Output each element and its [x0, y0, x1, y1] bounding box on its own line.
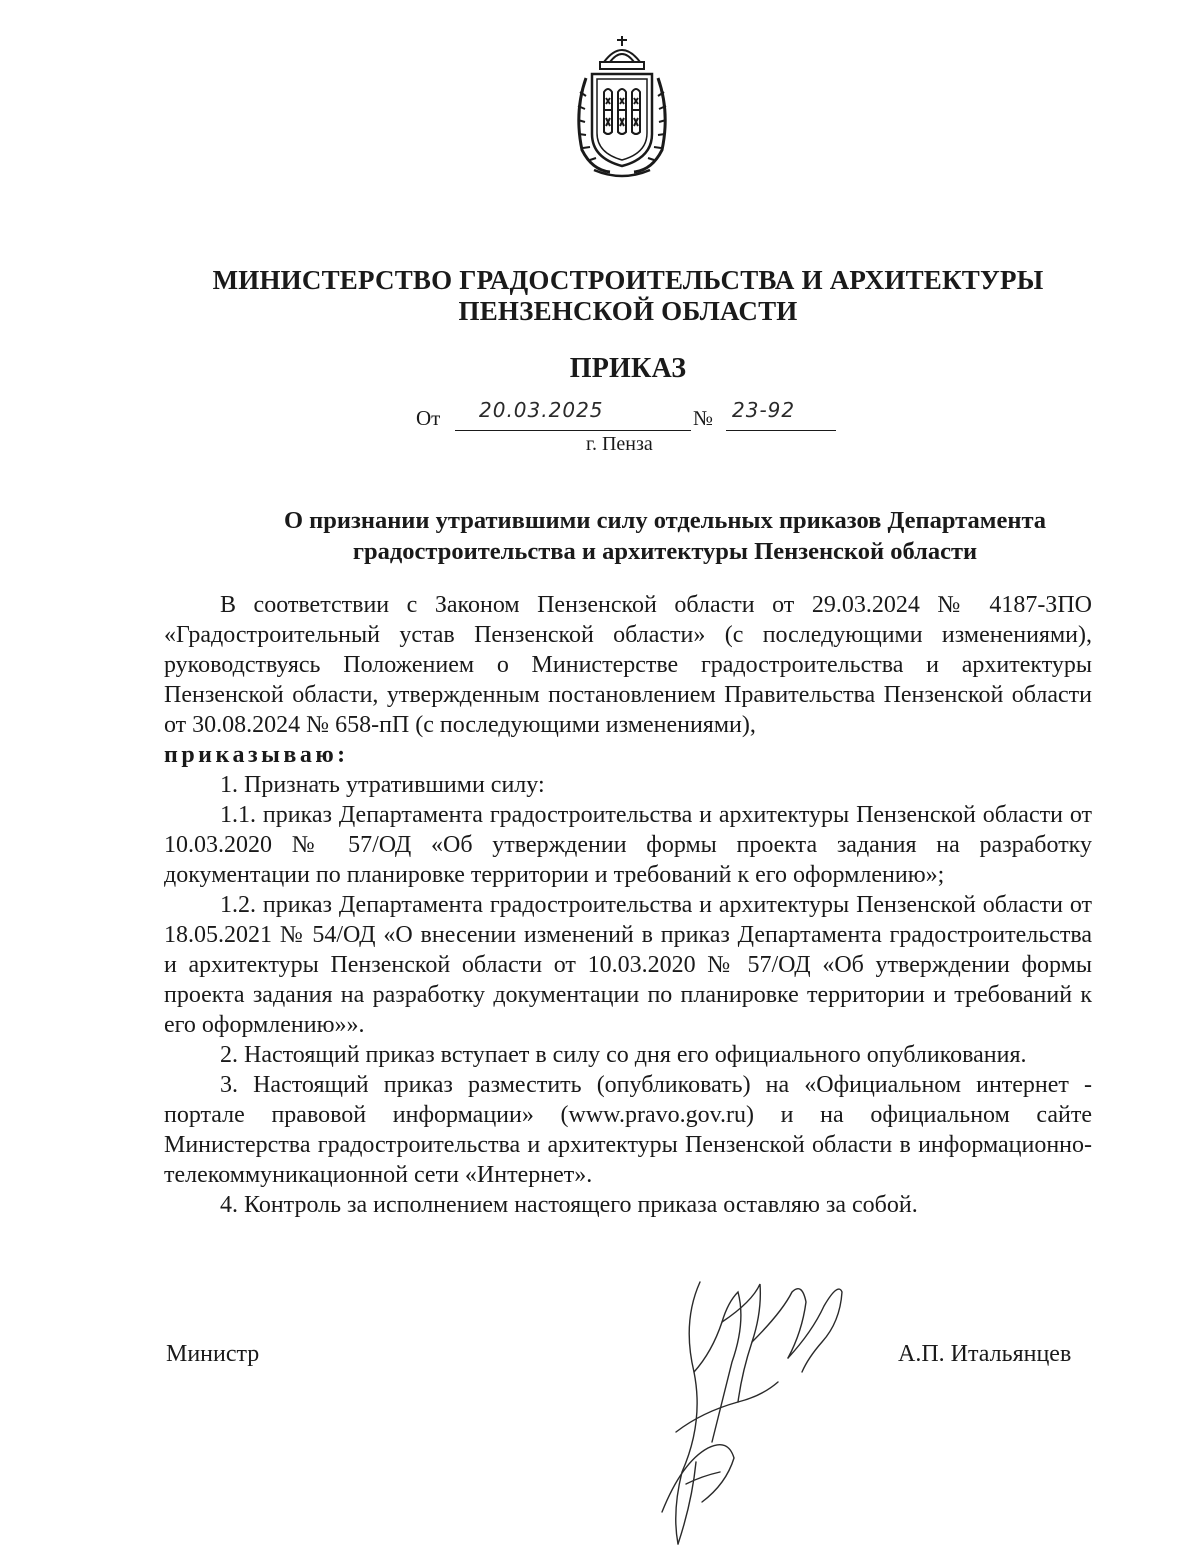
date-value: 20.03.2025 [479, 398, 604, 422]
penza-coat-of-arms-icon [566, 32, 678, 180]
document-title [160, 505, 1170, 567]
city: г. Пенза [586, 433, 653, 455]
document-type: ПРИКАЗ [569, 353, 687, 384]
item-1: 1. Признать утратившими силу: [220, 772, 545, 798]
signatory-position: Министр [166, 1341, 260, 1367]
order-colon: : [337, 742, 346, 768]
number-label: № [693, 406, 714, 430]
ministry-heading-line1: МИНИСТЕРСТВО ГРАДОСТРОИТЕЛЬСТВА И АРХИТЕКТУРЫ [212, 265, 1044, 295]
number-value: 23-92 [732, 398, 796, 422]
item-1-2: 1.2. приказ Департамента градостроительства и архитектуры Пензенской области от 18.05.2021 № 54/ОД «О внесении изменений в приказ Департамента градостроительства и архитектуры Пензенской области от 10.03.2020 № 57/ОД «Об утверждении формы проекта задания на разработку документации по планировке территории и требований к его оформлению»». [164, 892, 1092, 1038]
order-word: приказываю [164, 742, 338, 768]
document-body [164, 590, 1092, 1220]
item-3: 3. Настоящий приказ разместить (опубликовать) на «Официальном интернет - портале правовой информации» (www.pravo.gov.ru) и на официальном сайте Министерства градостроительства и архитектуры Пензенской области в информационно-телекоммуникационной сети «Интернет». [164, 1072, 1092, 1188]
item-2: 2. Настоящий приказ вступает в силу со дня его официального опубликования. [220, 1042, 1027, 1068]
ministry-heading-line2: ПЕНЗЕНСКОЙ ОБЛАСТИ [458, 296, 798, 326]
title-line2: градостроительства и архитектуры Пензенской области [352, 538, 978, 565]
signatory-name: А.П. Итальянцев [898, 1341, 1072, 1367]
handwritten-signature-icon [642, 1262, 857, 1550]
number-underline [726, 398, 836, 431]
item-1-1: 1.1. приказ Департамента градостроительства и архитектуры Пензенской области от 10.03.2020 № 57/ОД «Об утверждении формы проекта задания на разработку документации по планировке территории и требований к его оформлению»; [164, 802, 1092, 888]
preamble-text: В соответствии с Законом Пензенской области от 29.03.2024 № 4187-ЗПО «Градостроительный устав Пензенской области» (с последующими изменениями), руководствуясь Положением о Министерстве градостроительства и архитектуры Пензенской области, утвержденным постановлением Правительства Пензенской области от 30.08.2024 № 658-пП (с последующими изменениями), [164, 592, 1092, 738]
item-4: 4. Контроль за исполнением настоящего приказа оставляю за собой. [220, 1192, 918, 1218]
title-line1: О признании утратившими силу отдельных приказов Департамента [283, 507, 1047, 534]
date-label: От [416, 406, 441, 430]
date-underline [455, 398, 691, 431]
ministry-heading [0, 265, 1200, 327]
date-number-line [0, 398, 1200, 436]
order-word-paragraph [164, 740, 1092, 770]
preamble-paragraph [164, 590, 1092, 740]
